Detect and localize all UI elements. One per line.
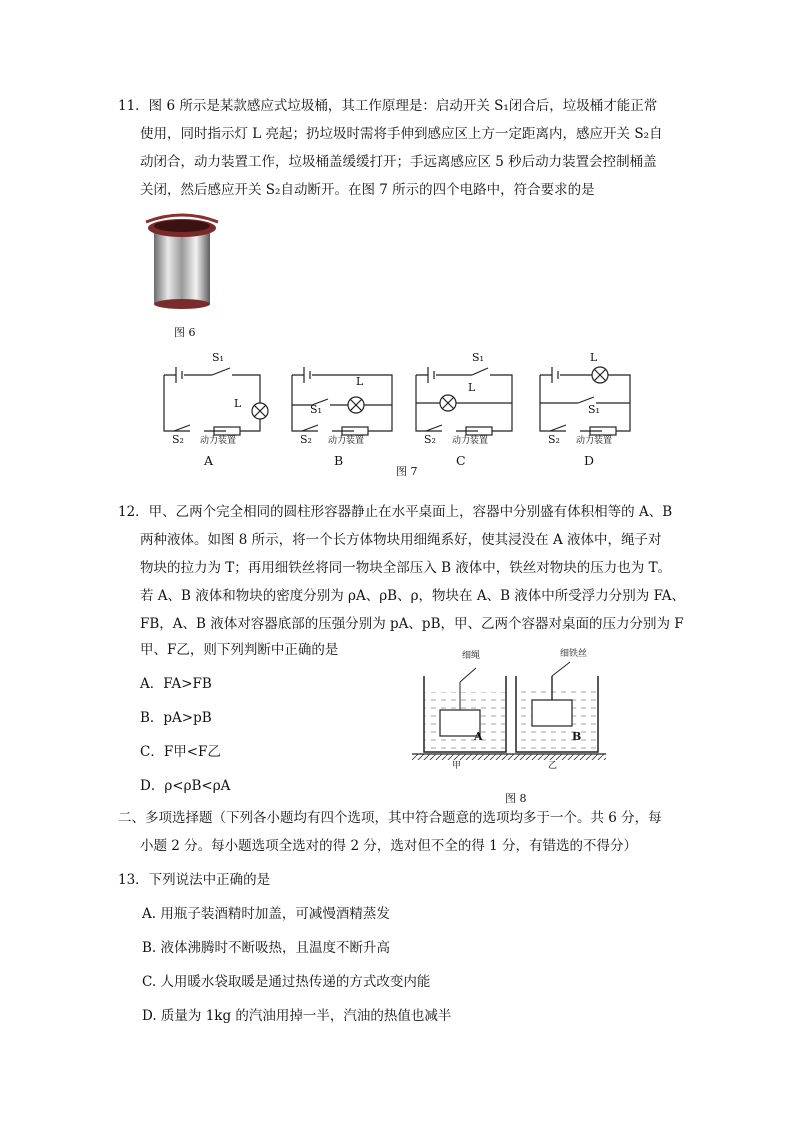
q11-line-4: 关闭，然后感应开关 S₂自动断开。在图 7 所示的四个电路中，符合要求的是 [140, 182, 595, 198]
q13-stem: 13．下列说法中正确的是 [118, 872, 271, 888]
wire-label: 细铁丝 [560, 649, 588, 659]
label-a-lamp: L [234, 397, 242, 410]
section2-line-1: 二、多项选择题（下列各小题均有四个选项，其中符合题意的选项均多于一个。共 6 分，每 [118, 810, 662, 826]
label-a-s1: S₁ [212, 351, 224, 364]
q13-option-b: B. 液体沸腾时不断吸热，且温度不断升高 [142, 940, 391, 956]
label-a-s2: S₂ [172, 433, 184, 446]
q12-option-b: B．pA>pB [140, 710, 212, 726]
q12-option-d: D．ρ<ρB<ρA [140, 778, 231, 794]
option-a-label: A [204, 453, 214, 468]
q12-line-2: 两种液体。如图 8 所示，将一个长方体物块用细绳系好，使其浸没在 A 液体中，绳子对 [140, 532, 662, 548]
q12-line-3: 物块的拉力为 T；再用细铁丝将同一物块全部压入 B 液体中，铁丝对物块的压力也为 T。 [140, 560, 672, 576]
label-a-device: 动力装置 [200, 436, 237, 446]
q11-line-1: 11．图 6 所示是某款感应式垃圾桶，其工作原理是：启动开关 S₁闭合后，垃圾桶才能正常 [118, 98, 658, 114]
circuit-a [164, 367, 268, 435]
q12-line-4: 若 A、B 液体和物块的密度分别为 ρA、ρB、ρ，物块在 A、B 液体中所受浮力分别为 FA、 [140, 588, 686, 604]
section2-line-2: 小题 2 分。每小题选项全选对的得 2 分，选对但不全的得 1 分，有错选的不得分） [140, 838, 638, 854]
q12-line-6: 甲、F乙，则下列判断中正确的是 [140, 642, 339, 658]
label-d-device: 动力装置 [576, 436, 613, 446]
q13-option-d: D. 质量为 1kg 的汽油用掉一半，汽油的热值也减半 [142, 1008, 452, 1024]
label-c-lamp: L [468, 381, 476, 394]
liquid-b-label: B [572, 730, 582, 743]
containers-figure [410, 648, 610, 798]
label-d-lamp: L [590, 351, 598, 364]
q13-option-c: C. 人用暖水袋取暖是通过热传递的方式改变内能 [142, 974, 431, 990]
option-b-label: B [334, 453, 344, 468]
circuit-b [292, 367, 392, 435]
q12-line-1: 12．甲、乙两个完全相同的圆柱形容器静止在水平桌面上，容器中分别盛有体积相等的 A、B [118, 504, 673, 520]
yi-label: 乙 [548, 761, 558, 771]
label-b-s1: S₁ [310, 403, 322, 416]
circuit-d [540, 367, 630, 435]
q11-line-3: 动闭合，动力装置工作，垃圾桶盖缓缓打开；手远离感应区 5 秒后动力装置会控制桶盖 [140, 154, 657, 170]
label-c-s1: S₁ [472, 351, 484, 364]
circuit-c [416, 367, 512, 435]
option-d-label: D [584, 453, 595, 468]
label-c-device: 动力装置 [452, 436, 489, 446]
option-c-label: C [456, 453, 466, 468]
label-b-lamp: L [356, 375, 364, 388]
label-d-s1: S₁ [588, 403, 600, 416]
label-c-s2: S₂ [424, 433, 436, 446]
label-d-s2: S₂ [548, 433, 560, 446]
q12-line-5: FB，A、B 液体对容器底部的压强分别为 pA、pB，甲、乙两个容器对桌面的压力分别为 F [140, 616, 684, 632]
label-b-s2: S₂ [300, 433, 312, 446]
fig8-caption: 图 8 [505, 792, 527, 805]
label-b-device: 动力装置 [328, 436, 365, 446]
fig6-caption: 图 6 [174, 326, 196, 339]
jia-label: 甲 [452, 761, 462, 771]
q12-option-c: C．F甲<F乙 [140, 744, 221, 760]
rope-label: 细绳 [462, 651, 481, 661]
trash-can-figure [140, 212, 230, 312]
fig7-caption: 图 7 [396, 465, 418, 478]
circuit-diagrams [150, 345, 650, 475]
liquid-a-label: A [474, 730, 483, 743]
q11-line-2: 使用，同时指示灯 L 亮起；扔垃圾时需将手伸到感应区上方一定距离内，感应开关 S₂自 [140, 126, 663, 142]
q13-option-a: A. 用瓶子装酒精时加盖，可减慢酒精蒸发 [142, 906, 390, 922]
q12-option-a: A．FA>FB [140, 676, 212, 692]
